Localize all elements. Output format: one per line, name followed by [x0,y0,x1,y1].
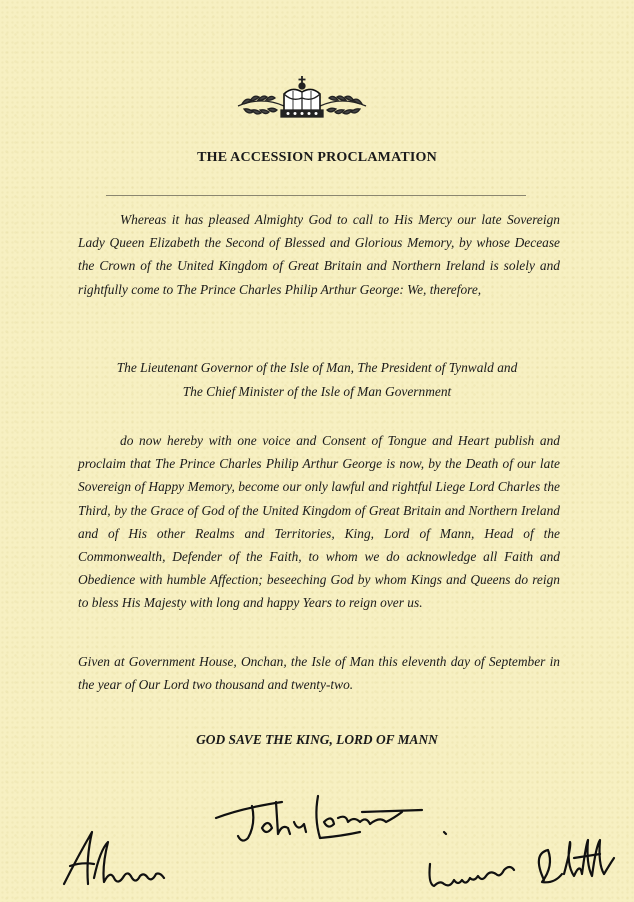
closing-acclamation: GOD SAVE THE KING, LORD OF MANN [196,732,438,747]
proclaimers-line-2: The Chief Minister of the Isle of Man Government [182,384,452,399]
proclamation-paragraph: do now hereby with one voice and Consent of Tongue and Heart publish and proclaim that The Prince Charles Philip Arthur George is now, by the Death of our late Sovereign of Happy Memory, become our only lawful and rightful Liege Lord Charles the Third, by the Grace of God of the United Kingdom of Great Britain and Northern Ireland and of His other Realms and Territories, King, Lord of Mann, Head of the Commonwealth, Defender of the Faith, to whom we do acknowledge all Faith and Obedience with humble Affection; beseeching God by whom Kings and Queens do reign to bless His Majesty with long and happy Years to reign over us. [78,433,560,611]
document-title: THE ACCESSION PROCLAMATION [197,150,437,165]
royal-crown-crest-icon [232,72,372,124]
preamble-paragraph [78,208,560,301]
proclaimers-line-1: The Lieutenant Governor of the Isle of Man, The President of Tynwald and [116,360,518,375]
signature-lieutenant-governor [58,826,176,892]
title-divider [106,195,526,196]
preamble-text: Whereas it has pleased Almighty God to call to His Mercy our late Sovereign Lady Queen Elizabeth the Second of Blessed and Glorious Memory, by whose Decease the Crown of the United Kingdom of Great Britain and Northern Ireland is solely and rightfully come to The Prince Charles Philip Arthur George: We, therefore, [78,212,560,297]
given-at-paragraph: Given at Government House, Onchan, the Isle of Man this eleventh day of September in the year of Our Lord two thousand and twenty-two. [78,654,560,693]
signature-lawrence-skelly [424,834,616,896]
